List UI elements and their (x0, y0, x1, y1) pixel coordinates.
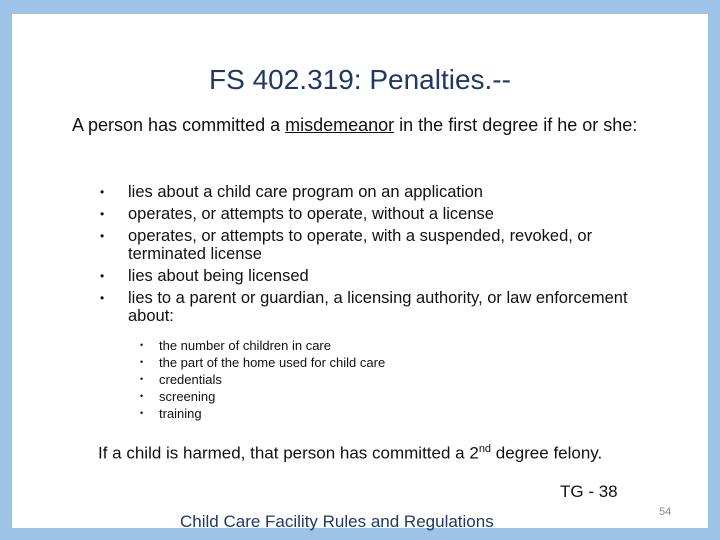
list-item (72, 289, 652, 325)
sub-list-item-text: the part of the home used for child care (159, 355, 386, 370)
list-item (72, 267, 652, 285)
harm-text-after: degree felony. (491, 443, 603, 463)
harm-text-before: If a child is harmed, that person has committed a 2 (98, 443, 479, 463)
tg-reference: TG - 38 (560, 482, 618, 501)
harm-ordinal-suffix: nd (478, 443, 492, 455)
bullet-icon: • (140, 374, 144, 384)
bullet-icon: • (140, 391, 144, 401)
slide-title: FS 402.319: Penalties.-- (209, 64, 511, 95)
sub-list-item (72, 405, 572, 422)
footer-title: Child Care Facility Rules and Regulations (180, 512, 494, 531)
sub-list-item (72, 337, 572, 354)
bullet-icon: • (140, 340, 144, 350)
bullet-icon: • (100, 229, 105, 243)
list-item-text: lies about a child care program on an application (128, 183, 483, 201)
intro-text-after: in the first degree if he or she: (394, 115, 638, 135)
slide-content-area (12, 14, 708, 531)
bullet-icon: • (100, 291, 105, 305)
bullet-icon: • (100, 269, 105, 283)
sub-bullet-list (72, 337, 572, 422)
intro-emphasis: misdemeanor (285, 115, 395, 135)
sub-list-item-text: the number of children in care (159, 338, 331, 353)
list-item-text: lies about being licensed (128, 267, 309, 285)
bullet-icon: • (140, 357, 144, 367)
list-item-text: lies to a parent or guardian, a licensing authority, or law enforcement about: (128, 289, 628, 325)
sub-list-item-text: screening (159, 389, 216, 404)
intro-text-before: A person has committed a (72, 115, 286, 135)
bullet-icon: • (100, 185, 105, 199)
sub-list-item (72, 371, 572, 388)
list-item-text: operates, or attempts to operate, without a license (128, 205, 494, 223)
list-item (72, 227, 652, 263)
list-item (72, 205, 652, 223)
sub-list-item (72, 354, 572, 371)
list-item-text: operates, or attempts to operate, with a suspended, revoked, or terminated license (128, 227, 593, 263)
intro-paragraph (72, 116, 672, 135)
main-bullet-list (72, 183, 652, 329)
page-number: 54 (659, 506, 672, 518)
harm-statement (98, 443, 698, 464)
list-item (72, 183, 652, 201)
bullet-icon: • (100, 207, 105, 221)
bullet-icon: • (140, 408, 144, 418)
sub-list-item (72, 388, 572, 405)
sub-list-item-text: credentials (159, 372, 222, 387)
sub-list-item-text: training (159, 406, 202, 421)
